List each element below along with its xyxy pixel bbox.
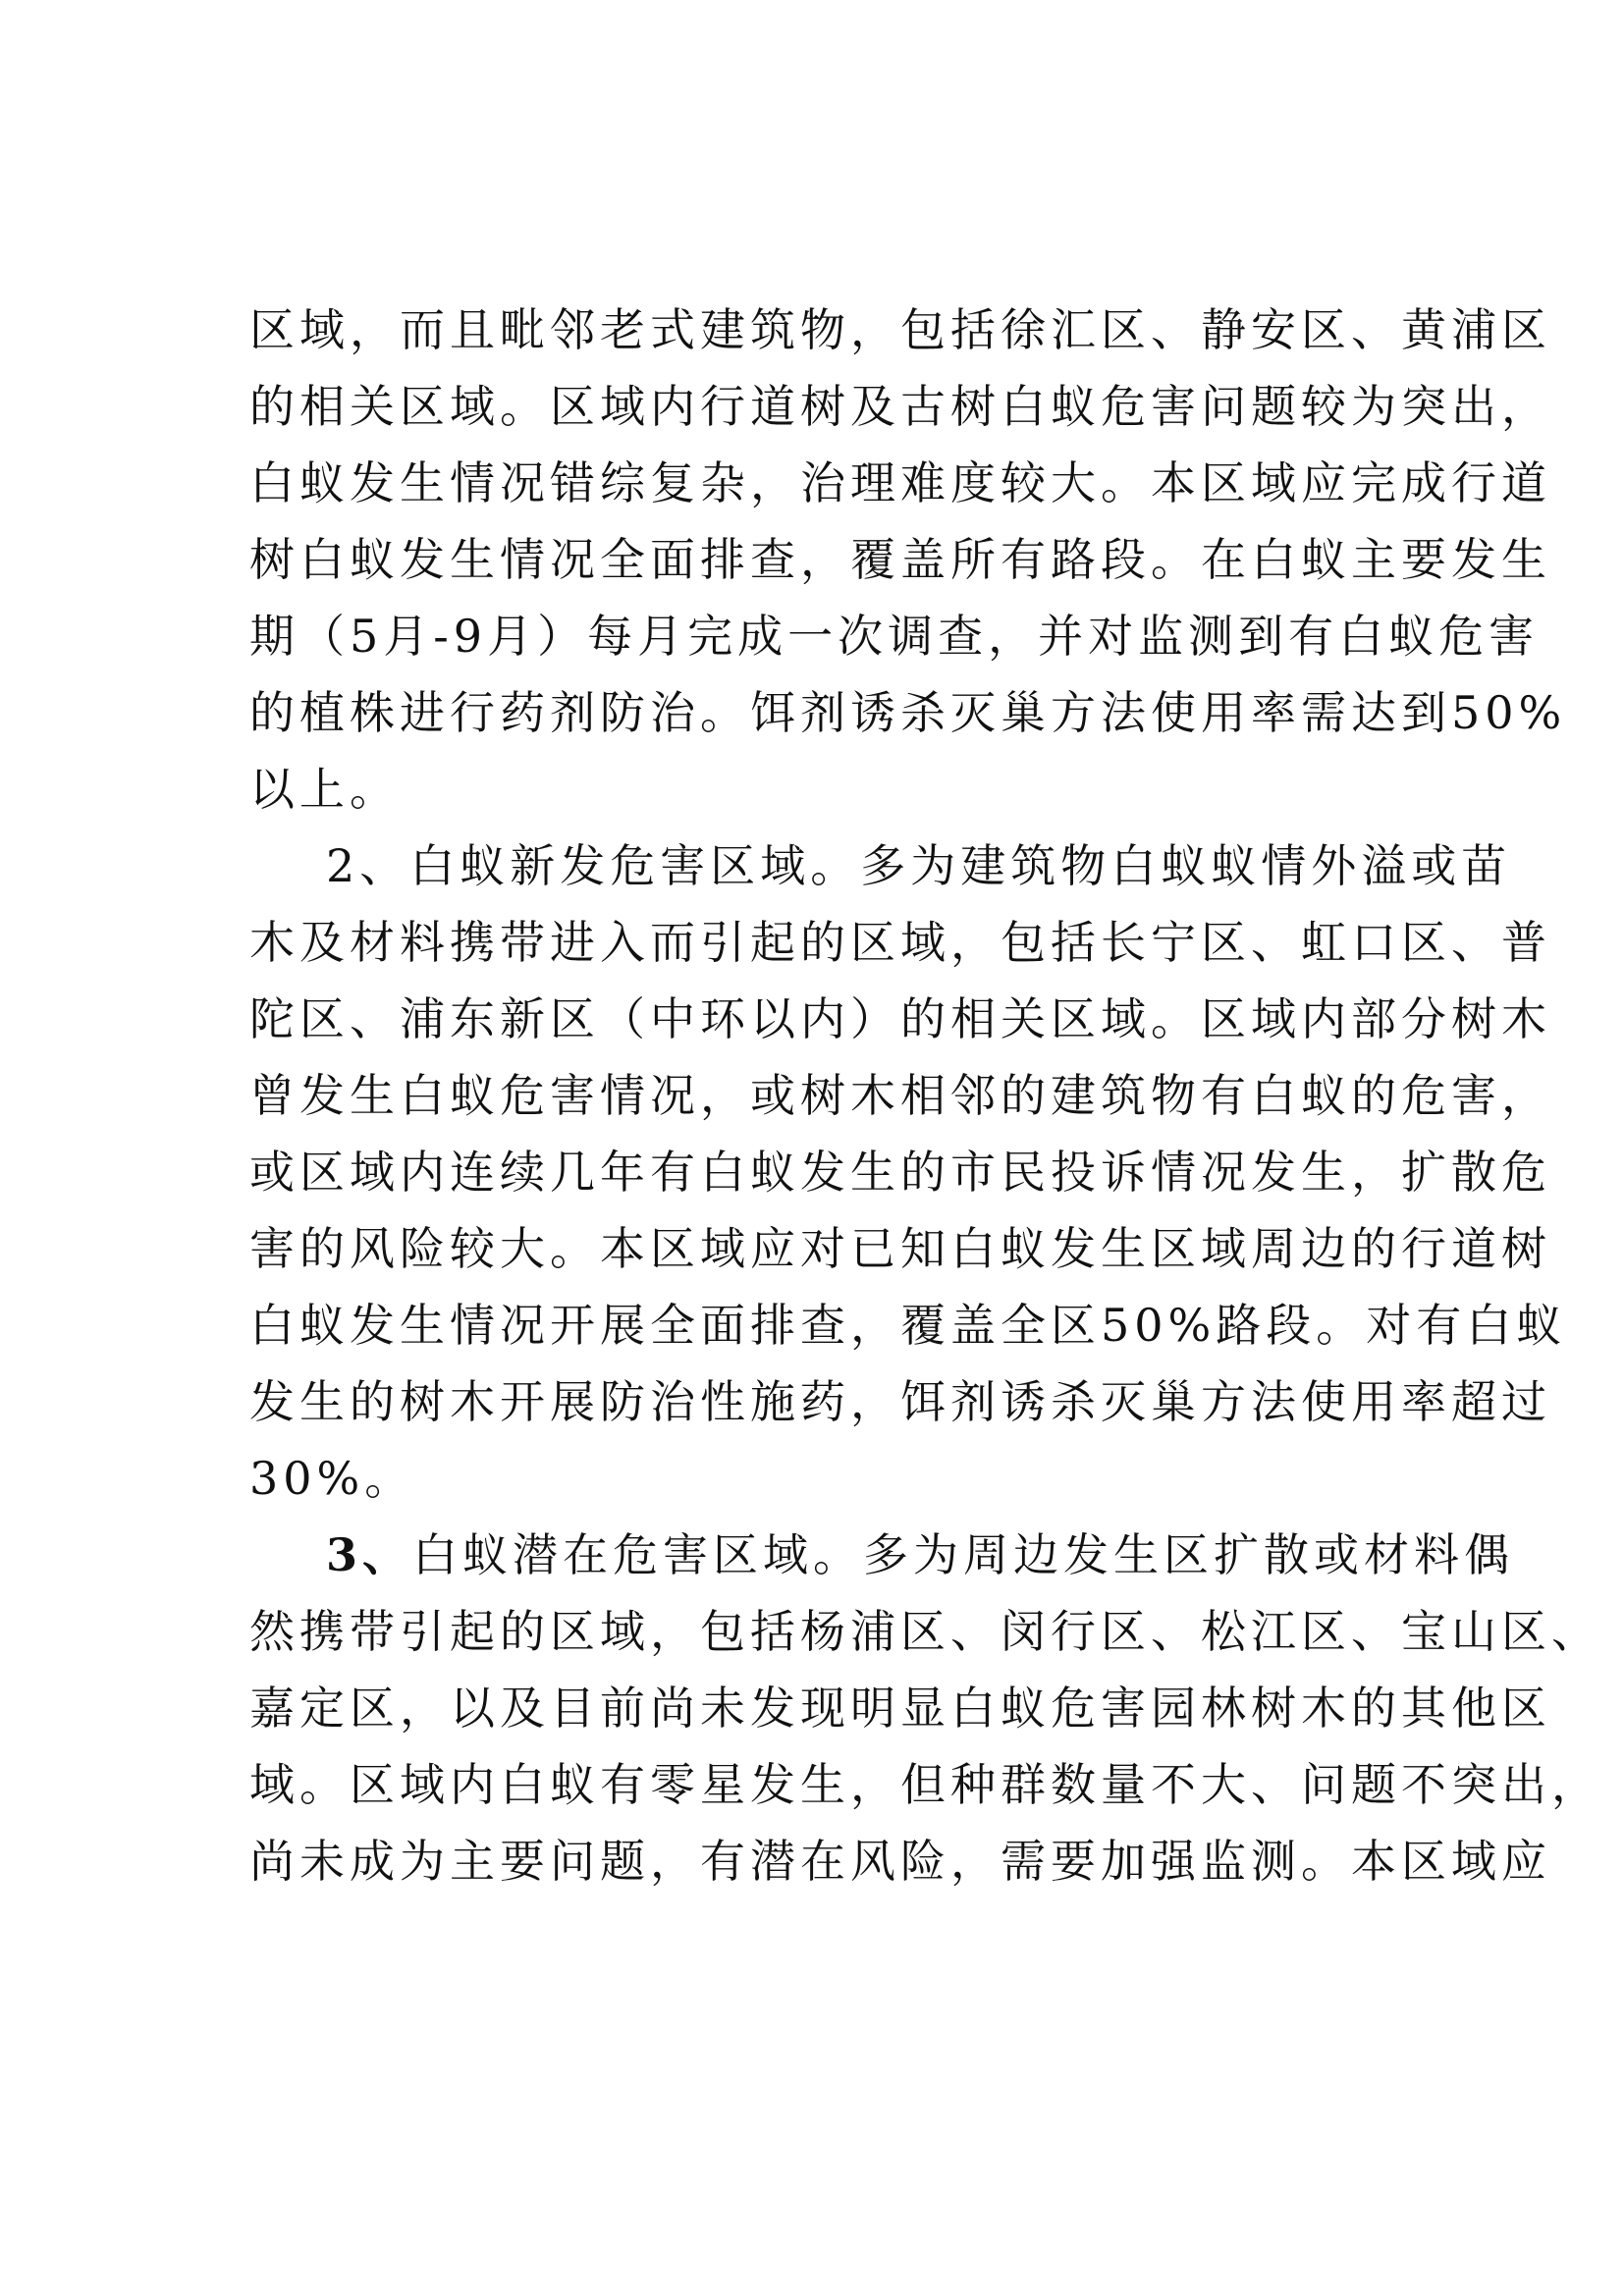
text-line: 域。区域内白蚁有零星发生，但种群数量不大、问题不突出， (249, 1758, 1601, 1811)
text-line: 或区域内连续几年有白蚁发生的市民投诉情况发生，扩散危 (249, 1146, 1551, 1199)
text-line: 白蚁发生情况错综复杂，治理难度较大。本区域应完成行道 (249, 456, 1551, 509)
text-line: 木及材料携带进入而引起的区域，包括长宁区、虹口区、普 (249, 916, 1551, 969)
text-line: 尚未成为主要问题，有潜在风险，需要加强监测。本区域应 (249, 1835, 1551, 1888)
text-line: 以上。 (249, 763, 400, 816)
text-line: 30%。 (249, 1452, 415, 1505)
text-line: 白蚁潜在危害区域。多为周边发生区扩散或材料偶 (412, 1528, 1515, 1581)
text-line: 的相关区域。区域内行道树及古树白蚁危害问题较为突出， (249, 380, 1551, 433)
text-line: 然携带引起的区域，包括杨浦区、闵行区、松江区、宝山区、 (249, 1605, 1601, 1658)
text-line: 的植株进行药剂防治。饵剂诱杀灭巢方法使用率需达到50% (249, 686, 1567, 739)
paragraph-item-2-first-line (326, 827, 1512, 905)
text-line: 区域，而且毗邻老式建筑物，包括徐汇区、静安区、黄浦区 (249, 303, 1551, 356)
text-line: 白蚁发生情况开展全面排查，覆盖全区50%路段。对有白蚁 (249, 1299, 1567, 1352)
item-3-number: 3、 (326, 1528, 413, 1581)
paragraph-item-3-first-line (326, 1516, 1515, 1594)
text-line: 害的风险较大。本区域应对已知白蚁发生区域周边的行道树 (249, 1222, 1551, 1275)
text-line: 期（5月-9月）每月完成一次调查，并对监测到有白蚁危害 (249, 610, 1540, 663)
text-line: 白蚁新发危害区域。多为建筑物白蚁蚁情外溢或苗 (409, 839, 1512, 892)
text-line: 陀区、浦东新区（中环以内）的相关区域。区域内部分树木 (249, 992, 1551, 1045)
text-line: 嘉定区，以及目前尚未发现明显白蚁危害园林树木的其他区 (249, 1682, 1551, 1735)
text-line: 曾发生白蚁危害情况，或树木相邻的建筑物有白蚁的危害， (249, 1069, 1551, 1122)
item-2-number: 2、 (326, 839, 410, 892)
text-line: 发生的树木开展防治性施药，饵剂诱杀灭巢方法使用率超过 (249, 1375, 1551, 1428)
text-line: 树白蚁发生情况全面排查，覆盖所有路段。在白蚁主要发生 (249, 533, 1551, 586)
